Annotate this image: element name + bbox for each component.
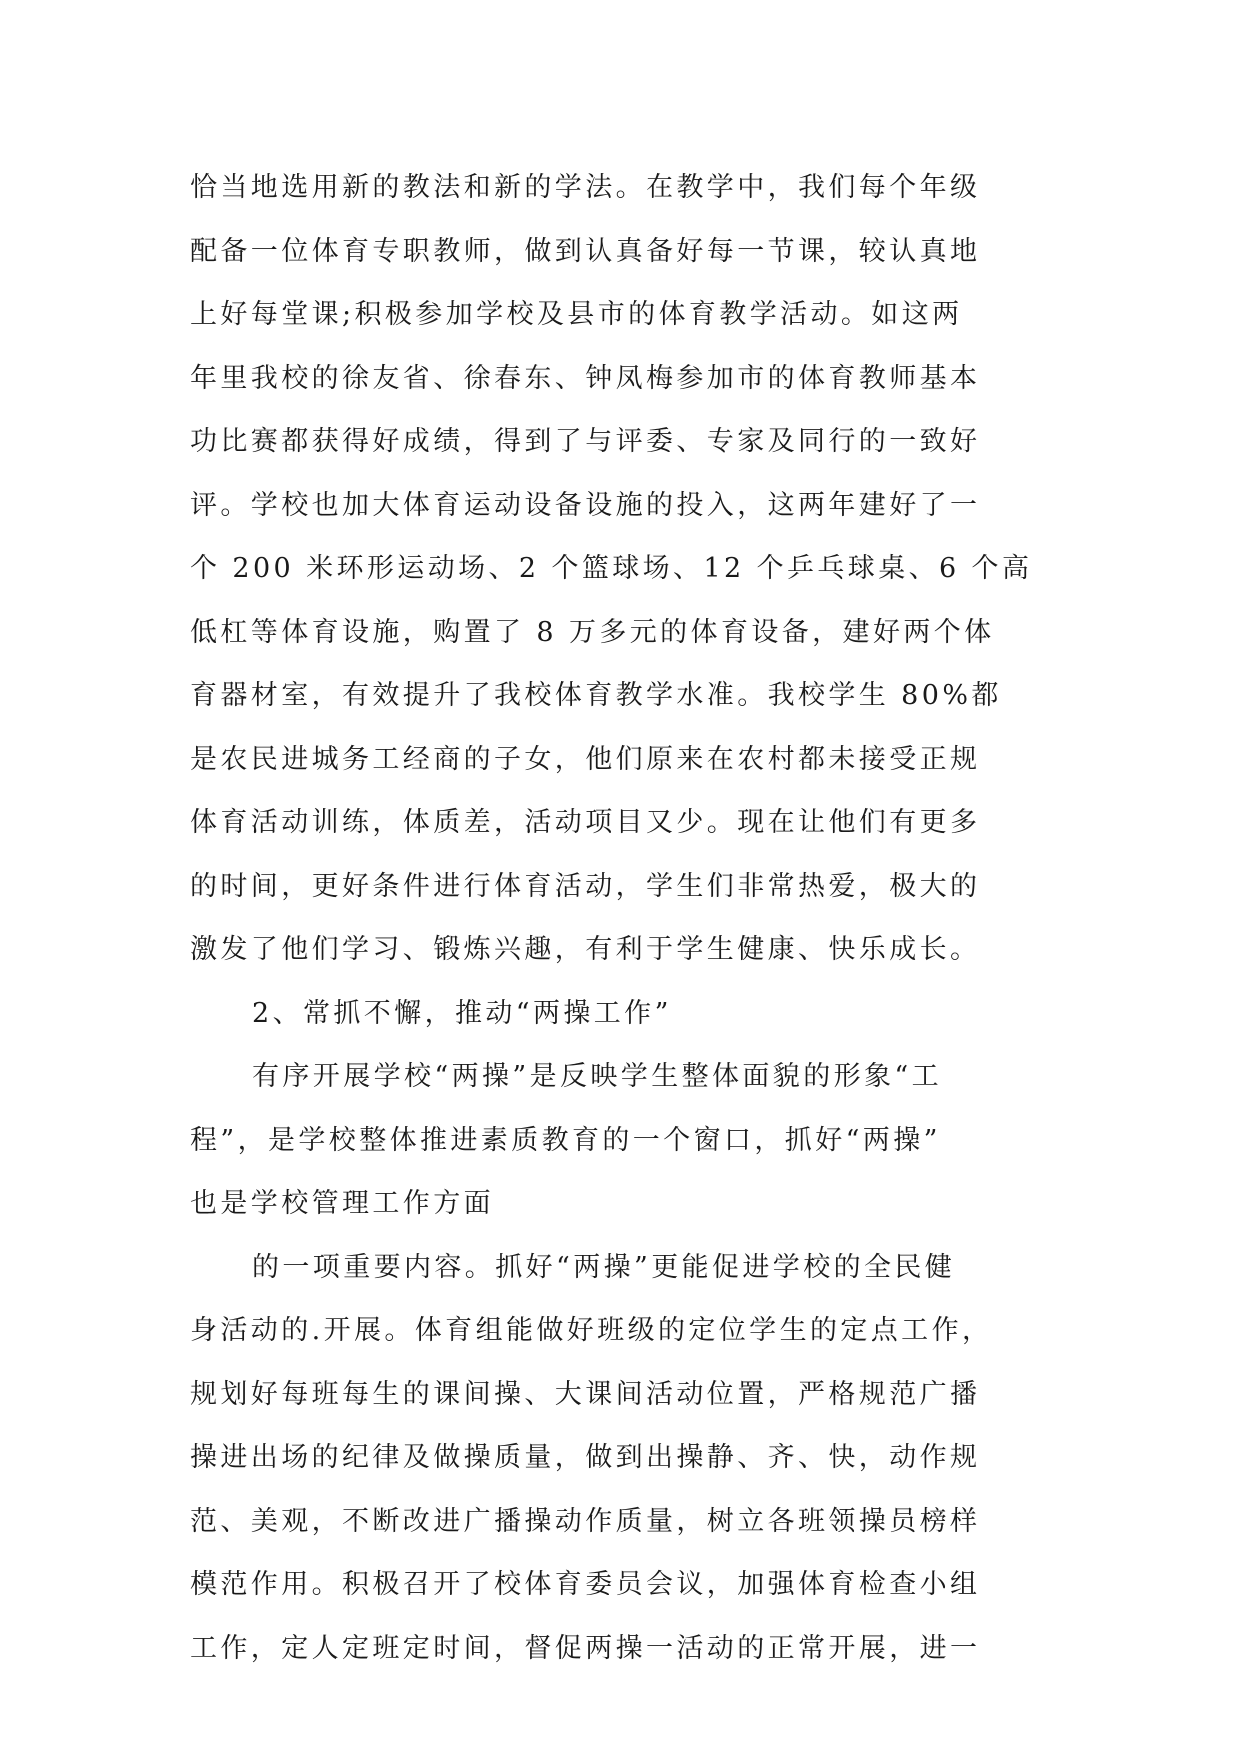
text-line: 规划好每班每生的课间操、大课间活动位置，严格规范广播 (190, 1378, 981, 1410)
text-line: 身活动的.开展。体育组能做好班级的定位学生的定点工作， (190, 1315, 993, 1346)
text-line: 年里我校的徐友省、徐春东、钟凤梅参加市的体育教师基本 (190, 362, 981, 394)
text-line: 上好每堂课;积极参加学校及县市的体育教学活动。如这两 (190, 299, 963, 330)
text-line: 是农民进城务工经商的子女，他们原来在农村都未接受正规 (190, 743, 981, 775)
text-line: 操进出场的纪律及做操质量，做到出操静、齐、快，动作规 (190, 1442, 981, 1473)
text-line: 评。学校也加大体育运动设备设施的投入，这两年建好了一 (190, 489, 981, 521)
text-line: 有序开展学校“两操”是反映学生整体面貌的形象“工 (252, 1061, 943, 1092)
text-line: 恰当地选用新的教法和新的学法。在教学中，我们每个年级 (190, 172, 981, 203)
text-line: 模范作用。积极召开了校体育委员会议，加强体育检查小组 (190, 1569, 981, 1600)
text-line: 范、美观，不断改进广播操动作质量，树立各班领操员榜样 (190, 1505, 981, 1537)
text-line: 个 200 米环形运动场、2 个篮球场、12 个乒乓球桌、6 个高 (190, 553, 1033, 584)
text-line: 工作，定人定班定时间，督促两操一活动的正常开展，进一 (190, 1632, 981, 1664)
text-line: 也是学校管理工作方面 (190, 1188, 494, 1219)
text-line: 的一项重要内容。抓好“两操”更能促进学校的全民健 (252, 1251, 956, 1283)
text-line: 配备一位体育专职教师，做到认真备好每一节课，较认真地 (190, 235, 981, 267)
text-line: 的时间，更好条件进行体育活动，学生们非常热爱，极大的 (190, 870, 981, 902)
text-line: 程”，是学校整体推进素质教育的一个窗口，抓好“两操” (190, 1124, 941, 1156)
text-line: 低杠等体育设施，购置了 8 万多元的体育设备，建好两个体 (190, 616, 995, 648)
document-body (190, 156, 1070, 1680)
text-line: 体育活动训练，体质差，活动项目又少。现在让他们有更多 (190, 807, 981, 838)
section-heading: 2、常抓不懈，推动“两操工作” (252, 997, 672, 1029)
text-line: 功比赛都获得好成绩，得到了与评委、专家及同行的一致好 (190, 426, 981, 457)
text-line: 育器材室，有效提升了我校体育教学水准。我校学生 80%都 (190, 680, 1002, 711)
text-line: 激发了他们学习、锻炼兴趣，有利于学生健康、快乐成长。 (190, 934, 981, 965)
